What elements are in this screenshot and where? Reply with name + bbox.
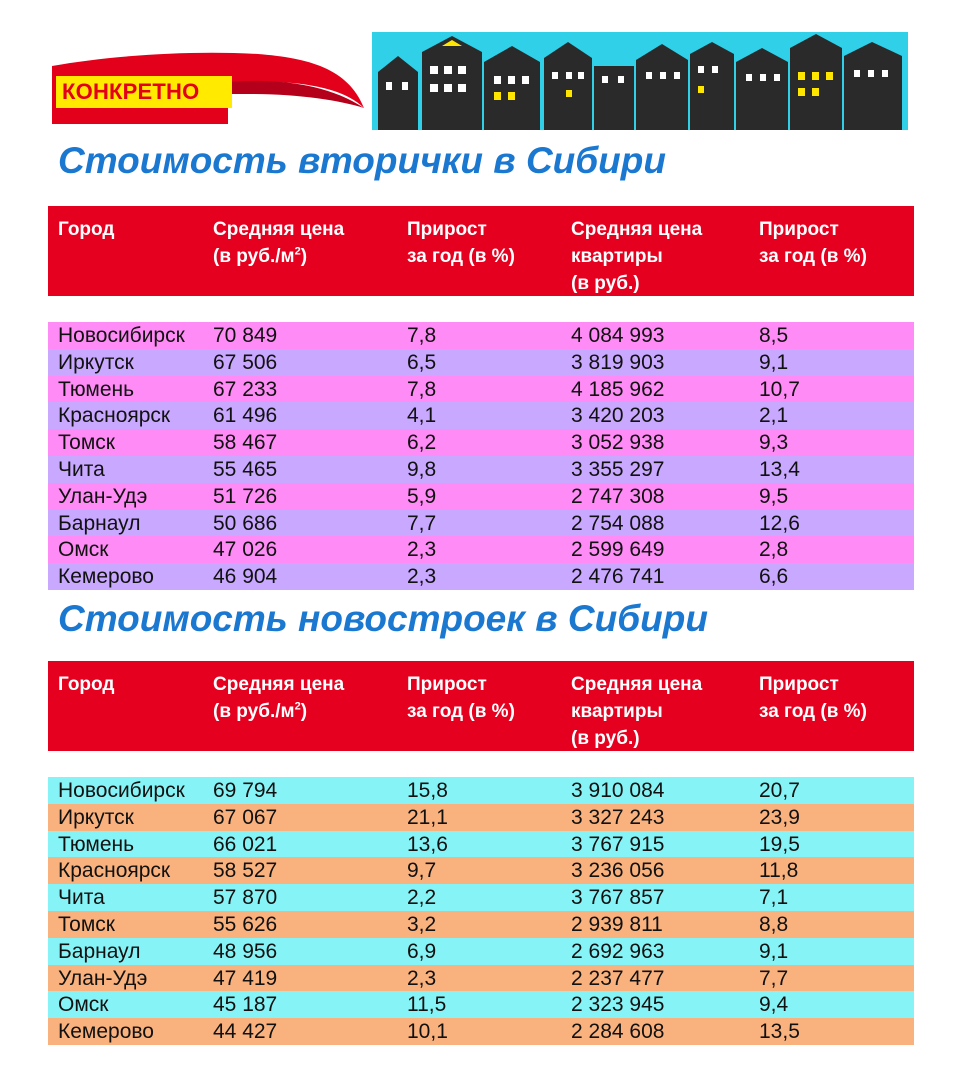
cell-apartment-price: 2 323 945 [571, 993, 665, 1017]
new-buildings-title: Стоимость новостроек в Сибири [58, 598, 708, 639]
cell-city: Улан-Удэ [58, 966, 148, 990]
cell-growth-apartment: 7,7 [759, 966, 789, 990]
cell-apartment-price: 3 767 857 [571, 886, 665, 910]
table-row [48, 402, 914, 429]
cell-apartment-price: 2 237 477 [571, 966, 665, 990]
table-row [48, 965, 914, 992]
cell-apartment-price: 2 284 608 [571, 1020, 665, 1044]
cell-avg-price-sqm: 67 233 [213, 377, 278, 401]
secondary-rows [48, 322, 914, 590]
table-row [48, 376, 914, 403]
cell-growth-sqm: 10,1 [407, 1020, 448, 1044]
secondary-price-table [48, 206, 914, 590]
cell-avg-price-sqm: 48 956 [213, 939, 278, 963]
cell-apartment-price: 3 355 297 [571, 457, 665, 481]
cell-apartment-price: 4 185 962 [571, 377, 665, 401]
cell-avg-price-sqm: 57 870 [213, 886, 278, 910]
cell-growth-sqm: 2,3 [407, 966, 437, 990]
cell-city: Иркутск [58, 805, 134, 829]
cell-city: Чита [58, 886, 105, 910]
banner-label: КОНКРЕТНО [56, 76, 232, 108]
header-avg-price: Средняя цена (в $руб./м^2$) [213, 219, 345, 267]
cell-avg-price-sqm: 67 506 [213, 350, 278, 374]
cell-apartment-price: 2 939 811 [571, 912, 663, 936]
table-row [48, 831, 914, 858]
cell-apartment-price: 3 767 915 [571, 832, 665, 856]
cell-city: Омск [58, 993, 109, 1017]
table-row [48, 349, 914, 376]
cell-city: Улан-Удэ [58, 484, 148, 508]
cell-growth-sqm: 13,6 [407, 832, 448, 856]
cell-city: Кемерово [58, 1020, 154, 1044]
cell-avg-price-sqm: 51 726 [213, 484, 278, 508]
cell-growth-sqm: 6,2 [407, 431, 437, 455]
cell-city: Красноярск [58, 404, 171, 428]
cell-city: Барнаул [58, 511, 141, 535]
cell-growth-apartment: 8,8 [759, 912, 789, 936]
cell-growth-apartment: 7,1 [759, 886, 789, 910]
cell-growth-sqm: 7,8 [407, 324, 437, 347]
cell-growth-apartment: 13,4 [759, 457, 800, 481]
secondary-market-title: Стоимость вторички в Сибири [58, 140, 666, 181]
table-row [48, 1018, 914, 1045]
cell-growth-sqm: 21,1 [407, 805, 448, 829]
header-apartment-price: Средняя цена квартиры (в руб.) [571, 674, 703, 749]
cell-growth-apartment: 6,6 [759, 565, 789, 589]
cell-growth-apartment: 10,7 [759, 377, 800, 401]
city-skyline-illustration [372, 32, 908, 130]
cell-city: Томск [58, 912, 115, 936]
cell-growth-sqm: 15,8 [407, 779, 448, 802]
cell-growth-apartment: 9,5 [759, 484, 789, 508]
cell-growth-sqm: 6,9 [407, 939, 437, 963]
cell-apartment-price: 3 819 903 [571, 350, 665, 374]
cell-growth-apartment: 2,1 [759, 404, 789, 428]
table-row [48, 322, 914, 349]
cell-growth-sqm: 5,9 [407, 484, 437, 508]
cell-growth-apartment: 20,7 [759, 779, 800, 802]
cell-growth-sqm: 6,5 [407, 350, 437, 374]
header-apartment-price: Средняя цена квартиры (в руб.) [571, 219, 703, 294]
header-growth-apartment: Прирост за год (в %) [759, 219, 867, 267]
header-avg-price: Средняя цена (в $руб./м^2$) [213, 674, 345, 722]
cell-apartment-price: 4 084 993 [571, 324, 665, 347]
cell-city: Тюмень [58, 377, 135, 401]
cell-growth-sqm: 3,2 [407, 912, 437, 936]
cell-apartment-price: 3 910 084 [571, 779, 665, 802]
table-row [48, 429, 914, 456]
cell-avg-price-sqm: 47 419 [213, 966, 278, 990]
cell-city: Иркутск [58, 350, 134, 374]
cell-growth-sqm: 7,8 [407, 377, 437, 401]
cell-growth-sqm: 9,7 [407, 859, 437, 883]
cell-growth-apartment: 9,1 [759, 350, 789, 374]
cell-growth-apartment: 9,1 [759, 939, 789, 963]
cell-growth-sqm: 2,3 [407, 538, 437, 562]
cell-growth-apartment: 11,8 [759, 859, 799, 883]
table-row [48, 483, 914, 510]
header-growth-sqm: Прирост за год (в %) [407, 674, 515, 722]
cell-growth-apartment: 2,8 [759, 538, 789, 562]
table-row [48, 456, 914, 483]
table-row [48, 884, 914, 911]
table-header [48, 206, 914, 296]
cell-avg-price-sqm: 55 465 [213, 457, 278, 481]
cell-growth-apartment: 13,5 [759, 1020, 800, 1044]
cell-avg-price-sqm: 66 021 [213, 832, 278, 856]
table-row [48, 911, 914, 938]
header-city: Город [58, 219, 115, 240]
cell-avg-price-sqm: 69 794 [213, 779, 278, 802]
cell-city: Красноярск [58, 859, 171, 883]
cell-growth-sqm: 2,2 [407, 886, 437, 910]
cell-avg-price-sqm: 70 849 [213, 324, 278, 347]
cell-city: Новосибирск [58, 779, 185, 802]
cell-growth-apartment: 8,5 [759, 324, 789, 347]
table-row [48, 938, 914, 965]
cell-avg-price-sqm: 67 067 [213, 805, 278, 829]
table-header [48, 661, 914, 751]
cell-avg-price-sqm: 58 527 [213, 859, 278, 883]
cell-avg-price-sqm: 46 904 [213, 565, 278, 589]
table-row [48, 857, 914, 884]
cell-growth-apartment: 23,9 [759, 805, 800, 829]
cell-avg-price-sqm: 47 026 [213, 538, 278, 562]
table-row [48, 991, 914, 1018]
cell-growth-apartment: 9,3 [759, 431, 789, 455]
cell-apartment-price: 3 052 938 [571, 431, 665, 455]
cell-city: Барнаул [58, 939, 141, 963]
table-row [48, 777, 914, 804]
cell-avg-price-sqm: 50 686 [213, 511, 278, 535]
cell-avg-price-sqm: 55 626 [213, 912, 278, 936]
cell-city: Чита [58, 457, 105, 481]
cell-growth-sqm: 7,7 [407, 511, 437, 535]
cell-growth-sqm: 2,3 [407, 565, 437, 589]
cell-growth-sqm: 9,8 [407, 457, 437, 481]
cell-apartment-price: 2 476 741 [571, 565, 665, 589]
table-row [48, 563, 914, 590]
cell-avg-price-sqm: 44 427 [213, 1020, 278, 1044]
cell-apartment-price: 2 747 308 [571, 484, 665, 508]
table-row [48, 804, 914, 831]
new-buildings-price-table [48, 661, 914, 1045]
konkretno-banner [48, 48, 368, 128]
cell-city: Томск [58, 431, 115, 455]
cell-city: Омск [58, 538, 109, 562]
header-growth-sqm: Прирост за год (в %) [407, 219, 515, 267]
header-growth-apartment: Прирост за год (в %) [759, 674, 867, 722]
cell-city: Новосибирск [58, 324, 185, 347]
cell-avg-price-sqm: 61 496 [213, 404, 278, 428]
cell-growth-apartment: 12,6 [759, 511, 800, 535]
cell-apartment-price: 2 754 088 [571, 511, 665, 535]
cell-avg-price-sqm: 45 187 [213, 993, 278, 1017]
table-row [48, 510, 914, 537]
cell-growth-apartment: 19,5 [759, 832, 800, 856]
new-buildings-rows [48, 777, 914, 1045]
cell-apartment-price: 2 599 649 [571, 538, 665, 562]
table-row [48, 536, 914, 563]
cell-apartment-price: 2 692 963 [571, 939, 665, 963]
cell-growth-sqm: 11,5 [407, 993, 447, 1017]
cell-avg-price-sqm: 58 467 [213, 431, 278, 455]
cell-apartment-price: 3 236 056 [571, 859, 665, 883]
header-city: Город [58, 674, 115, 695]
cell-city: Тюмень [58, 832, 135, 856]
cell-apartment-price: 3 327 243 [571, 805, 665, 829]
cell-growth-apartment: 9,4 [759, 993, 789, 1017]
cell-apartment-price: 3 420 203 [571, 404, 665, 428]
cell-city: Кемерово [58, 565, 154, 589]
cell-growth-sqm: 4,1 [407, 404, 437, 428]
